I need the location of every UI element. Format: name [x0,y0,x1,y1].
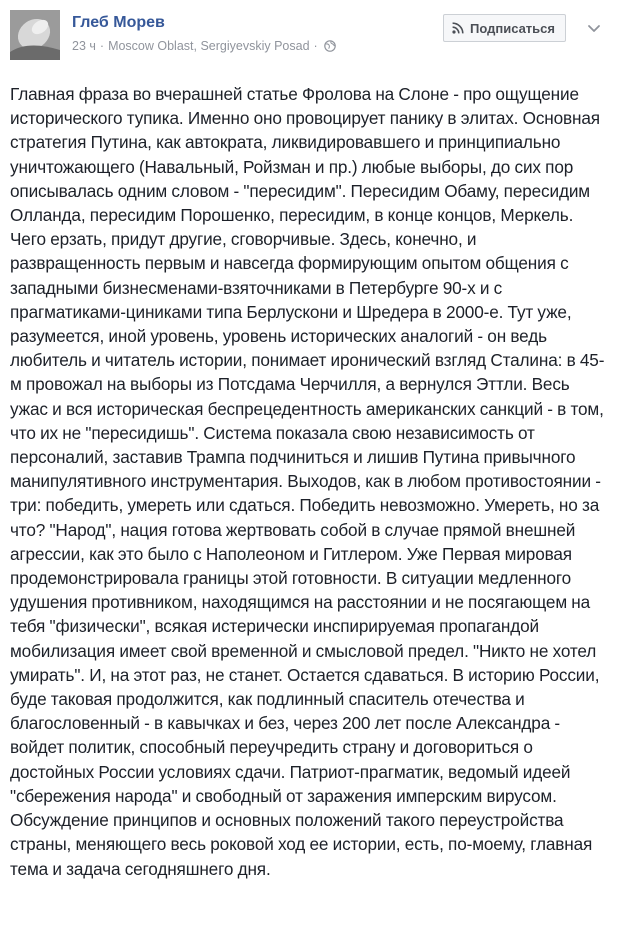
meta-separator-2: · [313,39,318,53]
subscribe-button[interactable] [443,14,566,42]
post-meta [72,39,336,53]
rss-icon [452,22,464,34]
subscribe-label: Подписаться [469,20,555,36]
avatar[interactable] [10,10,60,60]
chevron-down-icon[interactable] [584,18,604,38]
post-header [10,10,608,68]
avatar-photo-icon [10,10,60,60]
meta-separator: · [99,39,105,53]
post-timestamp[interactable]: 23 ч [72,39,96,53]
author-name-link[interactable]: Глеб Морев [72,14,165,31]
globe-icon[interactable] [324,40,336,52]
post-text: Главная фраза во вчерашней статье Фролова на Слоне - про ощущение исторического тупика. Именно оно провоцирует панику в элитах. Основная стратегия Путина, как автократа, ликвидировавшего и принципиально уничтожающего (Навальный, Ройзман и пр.) любые выборы, до сих пор описывалась одним словом - "пересидим". Пересидим Обаму, пересидим Олланда, пересидим Порошенко, пересидим, в конце концов, Меркель. Чего ерзать, придут другие, сговорчивые. Здесь, конечно, и развращенность первым и навсегда формирующим опытом общения с западными бизнесменами-взяточниками в Петербурге 90-х и с прагматиками-циниками типа Берлускони и Шредера в 2000-е. Тут уже, разумеется, иной уровень, уровень исторических аналогий - он ведь любитель и читатель истории, понимает иронический взгляд Сталина: в 45-м провожал на выборы из Потсдама Черчилля, а вернулся Эттли. Весь ужас и вся историческая беспрецедентность американских санкций - в том, что их не "пересидишь". Система показала свою независимость от персоналий, заставив Трампа подчиниться и лишив Путина привычного манипулятивного инструментария. Выходов, как в любом противостоянии - три: победить, умереть или сдаться. Победить невозможно. Умереть, но за что? "Народ", нация готова жертвовать собой в случае прямой внешней агрессии, как это было с Наполеоном и Гитлером. Уже Первая мировая продемонстрировала границы этой готовности. В ситуации медленного удушения противником, находящимся на расстоянии и не посягающем на тебя "физически", всякая истерически инспирируемая пропагандой мобилизация имеет свой временной и смысловой предел. "Никто не хотел умирать". И, на этот раз, не станет. Остается сдаваться. В историю России, буде таковая продолжится, как подлинный спаситель отечества и благословенный - в кавычках и без, через 200 лет после Александра - войдет политик, способный переучредить страну и договориться о достойных России условиях сдачи. Патриот-прагматик, ведомый идеей "сбережения народа" и свободный от заражения имперским вирусом. Обсуждение принципов и основных положений такого переустройства страны, меняющего весь роковой ход ее истории, есть, по-моему, главная тема и задача сегодняшнего дня. [10,84,605,879]
post-location-link[interactable]: Moscow Oblast, Sergiyevskiy Posad [108,39,310,53]
